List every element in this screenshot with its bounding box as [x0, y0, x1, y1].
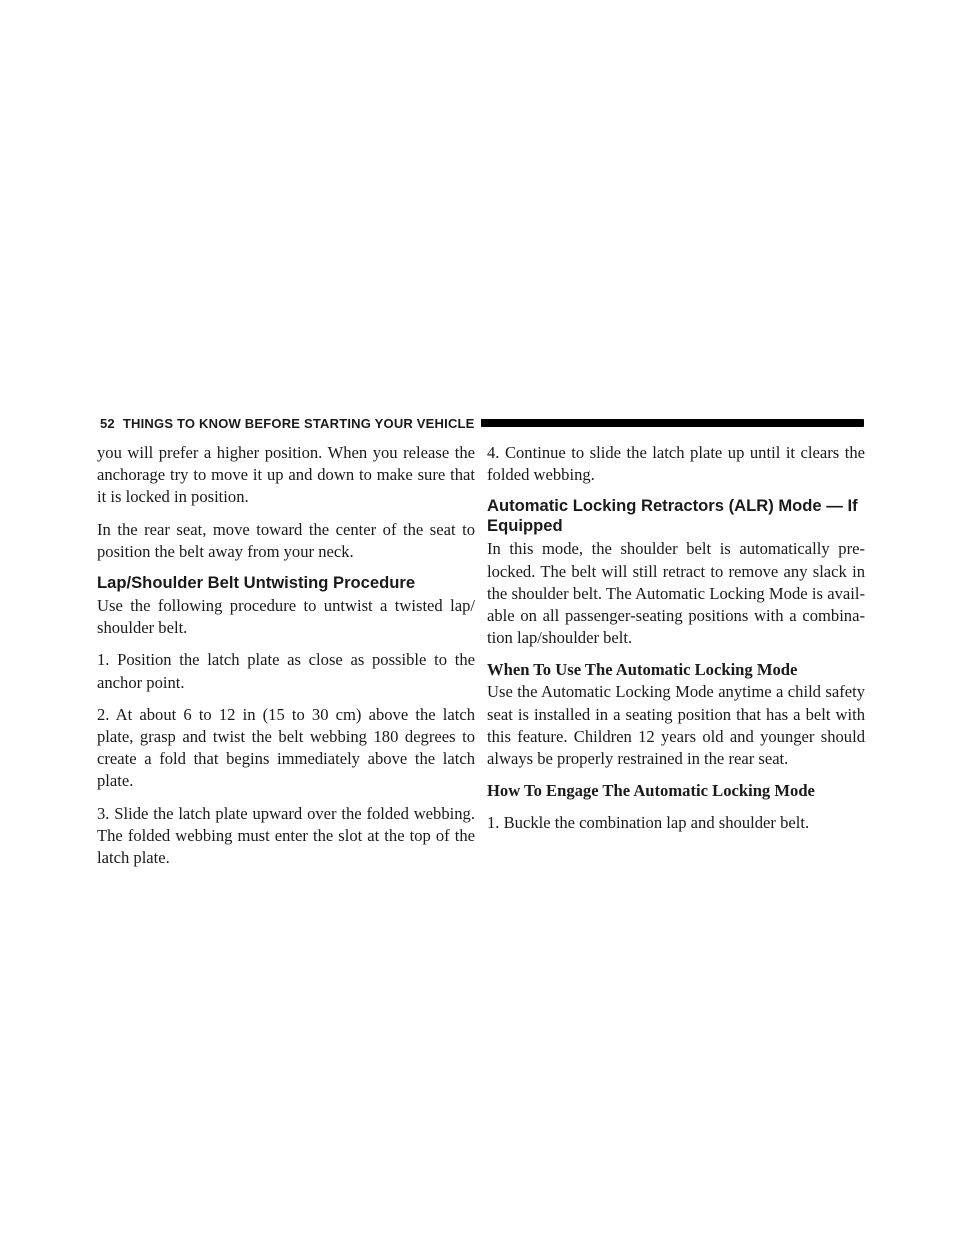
step-1-buckle-belt: 1. Buckle the combination lap and shoulder belt. [487, 813, 810, 833]
paragraph-alr-description: In this mode, the shoulder belt is automatically pre-locked. The belt will still retract to remove any slack in the shoulder belt. The Automatic Locking Mode is avail-able on all passenger-seating positions with a combina-tion lap/shoulder belt. [487, 539, 865, 648]
paragraph-when-to-use: Use the Automatic Locking Mode anytime a child safety seat is installed in a seating position that has a belt with this feature. Children 12 years old and younger should always be properly restrained in the rear seat. [487, 682, 865, 769]
paragraph-anchorage-position: you will prefer a higher position. When you release the anchorage try to move it up and down to make sure that it is locked in position. [97, 443, 475, 507]
step-4-continue-slide: 4. Continue to slide the latch plate up until it clears the folded webbing. [487, 443, 865, 485]
heading-untwisting-procedure: Lap/Shoulder Belt Untwisting Procedure [97, 573, 416, 593]
paragraph-rear-seat: In the rear seat, move toward the center of the seat to position the belt away from your neck. [97, 519, 475, 561]
right-column [487, 442, 865, 844]
paragraph-procedure-intro: Use the following procedure to untwist a twisted lap/ shoulder belt. [97, 596, 475, 638]
subheading-when-to-use: When To Use The Automatic Locking Mode [487, 660, 798, 680]
page-number: 52 [100, 415, 115, 431]
step-1-position-latch: 1. Position the latch plate as close as possible to the anchor point. [97, 650, 475, 692]
page-header [100, 414, 864, 432]
heading-alr-mode: Automatic Locking Retractors (ALR) Mode — If Equipped [487, 496, 858, 536]
left-column [97, 442, 475, 879]
subheading-how-to-engage: How To Engage The Automatic Locking Mode [487, 781, 815, 801]
step-3-slide-latch: 3. Slide the latch plate upward over the folded webbing. The folded webbing must enter the slot at the top of the latch plate. [97, 803, 475, 868]
step-2-twist-webbing: 2. At about 6 to 12 in (15 to 30 cm) above the latch plate, grasp and twist the belt webbing 180 degrees to create a fold that begins immediately above the latch plate. [97, 704, 475, 791]
chapter-title: THINGS TO KNOW BEFORE STARTING YOUR VEHICLE [122, 415, 475, 431]
header-rule [481, 419, 864, 427]
